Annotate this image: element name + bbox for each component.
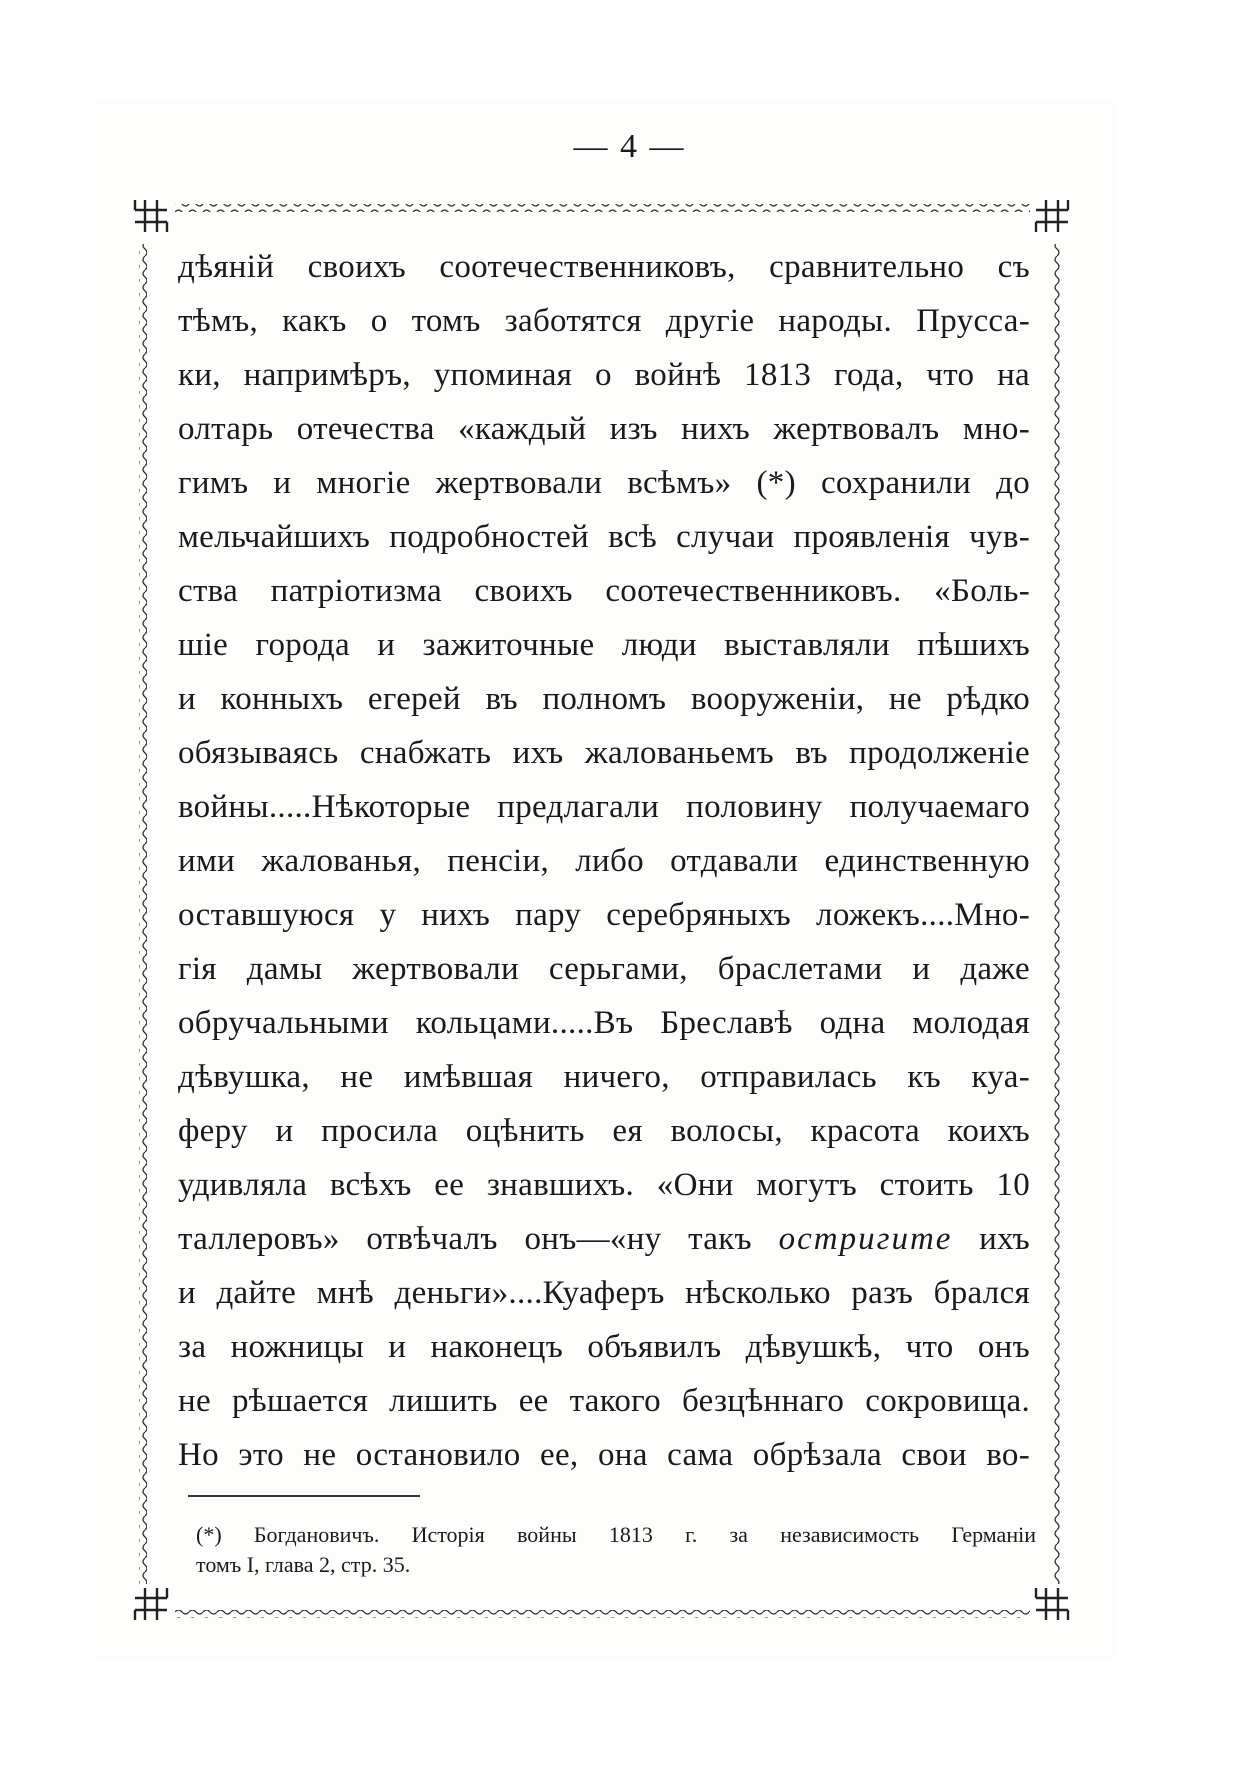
footnote: [196, 1520, 1036, 1580]
body-text: [178, 240, 1030, 1482]
text-line: оставшуюся у нихъ пару серебряныхъ ложекъ....Мно-: [178, 897, 1030, 933]
footnote-separator: [188, 1495, 420, 1497]
text-line: олтарь отечества «каждый изъ нихъ жертвовалъ мно-: [178, 411, 1030, 447]
text-line: удивляла всѣхъ ее знавшихъ. «Они могутъ стоить 10: [178, 1167, 1030, 1203]
text-segment: таллеровъ» отвѣчалъ онъ—«ну такъ: [178, 1221, 779, 1257]
text-line: ства патріотизма своихъ соотечественниковъ. «Боль-: [178, 573, 1030, 609]
emphasized-word: остригите: [778, 1221, 953, 1257]
text-line: гія дамы жертвовали серьгами, браслетами и даже: [178, 951, 1030, 987]
text-segment: ихъ: [952, 1221, 1031, 1257]
text-line: тѣмъ, какъ о томъ заботятся другіе народы. Пруcса-: [178, 303, 1030, 339]
text-line: обручальными кольцами.....Въ Бреславѣ одна молодая: [178, 1005, 1030, 1041]
text-line: за ножницы и наконецъ объявилъ дѣвушкѣ, что онъ: [178, 1329, 1030, 1365]
corner-ornament-top-left: [135, 200, 167, 232]
text-line: гимъ и многіе жертвовали всѣмъ» (*) сохранили до: [178, 465, 1030, 501]
text-line: не рѣшается лишить ее такого безцѣннаго сокровища.: [178, 1383, 1030, 1419]
text-line: и конныхъ егерей въ полномъ вооруженіи, не рѣдко: [178, 681, 1030, 717]
page-number: — 4 —: [573, 128, 686, 165]
text-line: и дайте мнѣ деньги»....Куаферъ нѣсколько разъ брался: [178, 1275, 1030, 1311]
text-line: дѣяній своихъ соотечественниковъ, сравнительно съ: [178, 249, 1030, 285]
footnote-line: томъ I, глава 2, стр. 35.: [196, 1552, 411, 1577]
text-line: феру и просила оцѣнить ея волосы, красота коихъ: [178, 1113, 1030, 1149]
text-line-with-emphasis: [178, 1212, 1030, 1266]
text-line: шіе города и зажиточные люди выставляли пѣшихъ: [178, 627, 1030, 663]
text-line: ки, напримѣръ, упоминая о войнѣ 1813 года, что на: [178, 357, 1030, 393]
footnote-line: (*) Богдановичъ. Исторія войны 1813 г. за независимость Германіи: [196, 1522, 1036, 1547]
text-line: мельчайшихъ подробностей всѣ случаи проявленія чув-: [178, 519, 1030, 555]
text-line: дѣвушка, не имѣвшая ничего, отправилась къ куа-: [178, 1059, 1030, 1095]
text-line: Но это не остановило ее, она сама обрѣзала свои во-: [178, 1437, 1030, 1473]
text-line: ими жалованья, пенсіи, либо отдавали единственную: [178, 843, 1030, 879]
text-line: войны.....Нѣкоторые предлагали половину получаемаго: [178, 789, 1030, 825]
text-line: обязываясь снабжать ихъ жалованьемъ въ продолженіе: [178, 735, 1030, 771]
